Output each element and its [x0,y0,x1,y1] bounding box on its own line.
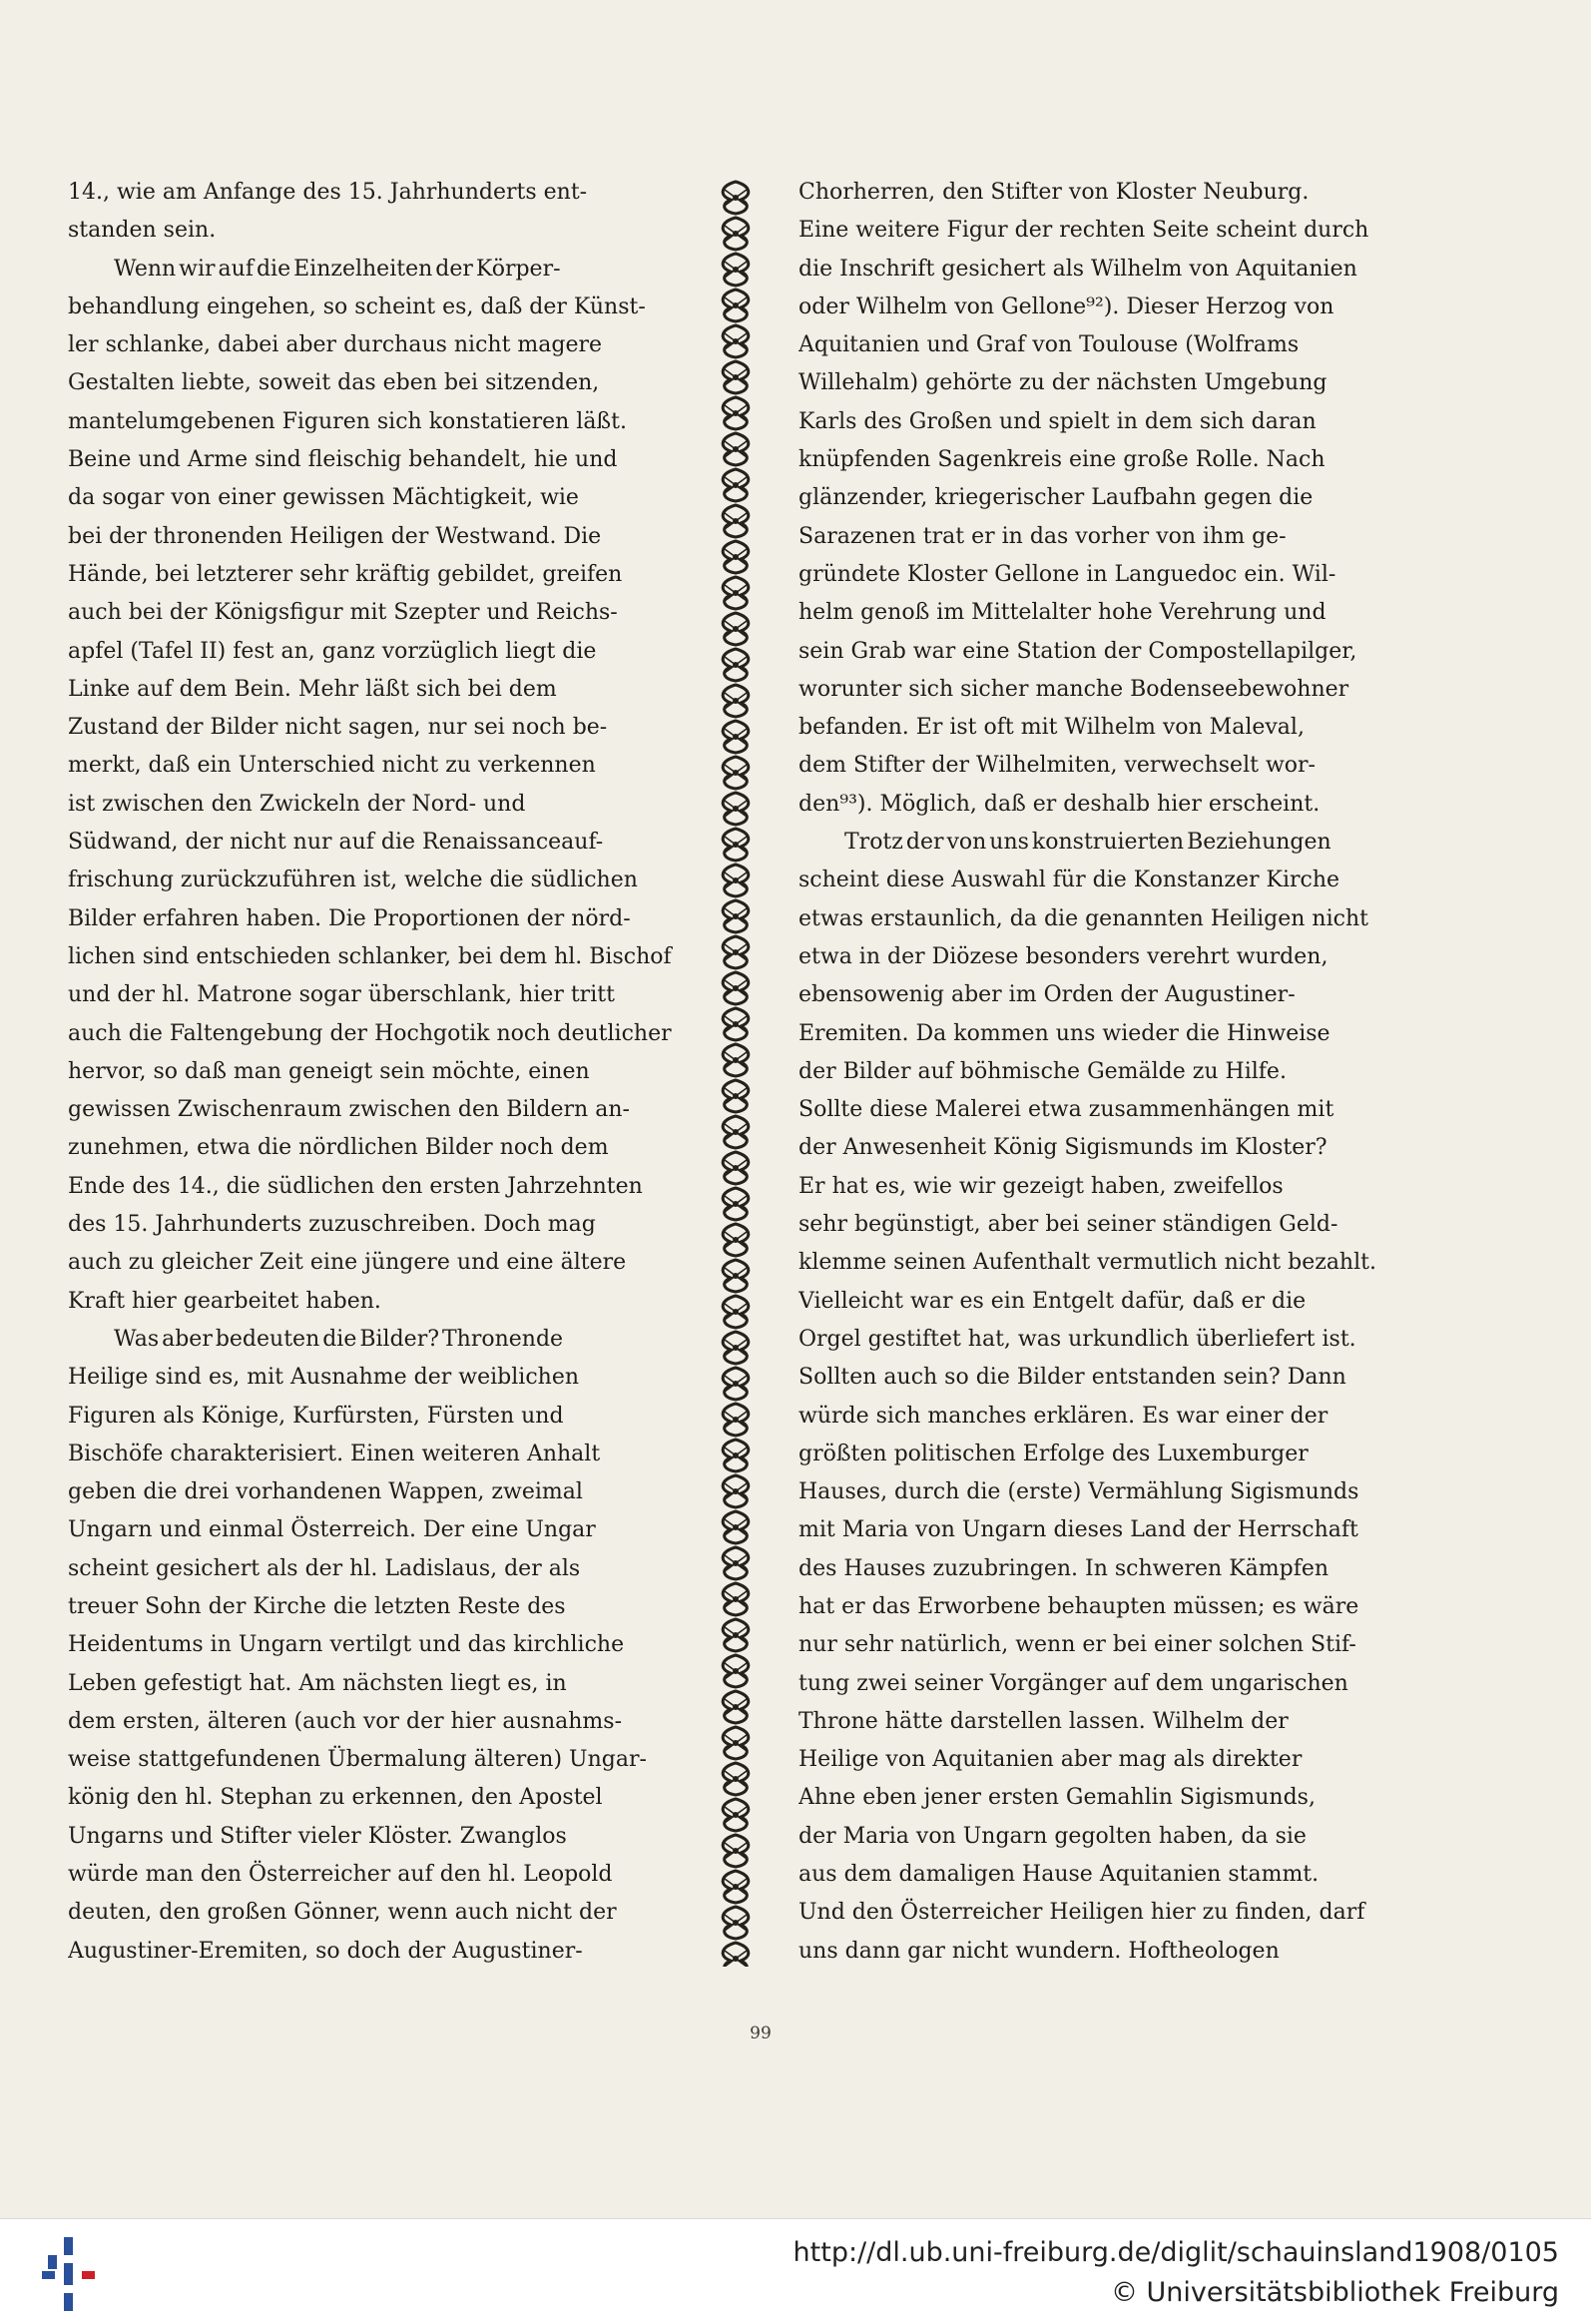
text-line: treuer Sohn der Kirche die letzten Reste des [68,1593,566,1619]
text-line: Hände, bei letzterer sehr kräftig gebildet, greifen [68,561,623,587]
text-line: sein Grab war eine Station der Compostellapilger, [798,638,1357,664]
text-line: scheint diese Auswahl für die Konstanzer Kirche [798,868,1340,893]
text-line: bei der thronenden Heiligen der Westwand. Die [68,523,602,549]
text-line: Vielleicht war es ein Entgelt dafür, daß er die [798,1288,1307,1314]
text-line: Bischöfe charakterisiert. Einen weiteren Anhalt [68,1441,601,1466]
text-line: frischung zurückzuführen ist, welche die südlichen [68,868,638,893]
text-line: Sollten auch so die Bilder entstanden sein? Dann [798,1365,1346,1391]
text-line: klemme seinen Aufenthalt vermutlich nicht bezahlt. [798,1250,1376,1276]
text-line: auch zu gleicher Zeit eine jüngere und eine ältere [68,1250,627,1276]
text-line: helm genoß im Mittelalter hohe Verehrung und [798,600,1326,626]
text-line: apfel (Tafel II) fest an, ganz vorzüglich liegt die [68,638,597,664]
text-line: die Inschrift gesichert als Wilhelm von Aquitanien [798,256,1357,282]
text-line: Ende des 14., die südlichen den ersten Jahrzehnten [68,1173,643,1199]
text-line: befanden. Er ist oft mit Wilhelm von Maleval, [798,715,1305,741]
text-line: Heilige sind es, mit Ausnahme der weiblichen [68,1365,580,1391]
text-line: deuten, den großen Gönner, wenn auch nicht der [68,1900,617,1926]
page-number: 99 [750,2024,772,2043]
text-line: uns dann gar nicht wundern. Hoftheologen [798,1938,1280,1964]
text-line: behandlung eingehen, so scheint es, daß der Künst- [68,293,646,319]
text-line: der Maria von Ungarn gegolten haben, da sie [798,1823,1307,1849]
footer-bar [0,2218,1591,2324]
text-line: der Anwesenheit König Sigismunds im Kloster? [798,1135,1327,1161]
source-url-link[interactable]: http://dl.ub.uni-freiburg.de/diglit/schauinsland1908/0105 [793,2237,1559,2268]
vertical-ornament-border [711,180,761,1967]
text-line: hervor, so daß man geneigt sein möchte, einen [68,1058,590,1084]
text-line: tung zwei seiner Vorgänger auf dem ungarischen [798,1670,1348,1696]
text-line: Südwand, der nicht nur auf die Renaissanceauf- [68,830,604,856]
text-line: etwa in der Diözese besonders verehrt wurden, [798,943,1328,969]
text-line: mantelumgebenen Figuren sich konstatieren läßt. [68,408,627,434]
copyright-text: © Universitätsbibliothek Freiburg [1110,2277,1559,2308]
text-line: Gestalten liebte, soweit das eben bei sitzenden, [68,370,600,396]
text-line: Figuren als Könige, Kurfürsten, Fürsten und [68,1403,564,1429]
text-line: Karls des Großen und spielt in dem sich daran [798,408,1317,434]
text-line: Orgel gestiftet hat, was urkundlich überliefert ist. [798,1326,1356,1352]
text-line: merkt, daß ein Unterschied nicht zu verkennen [68,753,596,779]
text-line: Was aber bedeuten die Bilder? Thronende [114,1326,564,1352]
text-line: Beine und Arme sind fleischig behandelt, hie und [68,447,618,473]
right-text-column [798,174,1409,1971]
text-line: worunter sich sicher manche Bodenseebewohner [798,676,1349,702]
text-line: größten politischen Erfolge des Luxemburger [798,1441,1309,1466]
text-line: Sollte diese Malerei etwa zusammenhängen mit [798,1097,1334,1123]
ub-freiburg-logo-icon [38,2233,102,2313]
text-line: den⁹³). Möglich, daß er deshalb hier erscheint. [798,791,1321,817]
text-line: oder Wilhelm von Gellone⁹²). Dieser Herzog von [798,293,1334,319]
text-line: Leben gefestigt hat. Am nächsten liegt es, in [68,1670,567,1696]
text-line: 14., wie am Anfange des 15. Jahrhunderts ent- [68,180,588,205]
text-line: Zustand der Bilder nicht sagen, nur sei noch be- [68,715,608,741]
text-line: gründete Kloster Gellone in Languedoc ein. Wil- [798,561,1336,587]
text-line: Linke auf dem Bein. Mehr läßt sich bei dem [68,676,557,702]
text-line: Ungarn und einmal Österreich. Der eine Ungar [68,1517,596,1543]
text-line: scheint gesichert als der hl. Ladislaus, der als [68,1555,581,1581]
text-line: auch bei der Königsfigur mit Szepter und Reichs- [68,600,618,626]
text-line: Eine weitere Figur der rechten Seite scheint durch [798,218,1369,244]
text-line: auch die Faltengebung der Hochgotik noch deutlicher [68,1020,672,1046]
text-line: des Hauses zuzubringen. In schweren Kämpfen [798,1555,1329,1581]
text-line: nur sehr natürlich, wenn er bei einer solchen Stif- [798,1632,1356,1658]
text-line: da sogar von einer gewissen Mächtigkeit, wie [68,485,579,511]
text-line: hat er das Erworbene behaupten müssen; es wäre [798,1593,1359,1619]
text-line: Trotz der von uns konstruierten Beziehungen [844,830,1331,856]
text-line: zunehmen, etwa die nördlichen Bilder noch dem [68,1135,609,1161]
text-line: Eremiten. Da kommen uns wieder die Hinweise [798,1020,1330,1046]
text-line: Throne hätte darstellen lassen. Wilhelm der [798,1708,1289,1734]
text-line: geben die drei vorhandenen Wappen, zweimal [68,1479,583,1505]
text-line: etwas erstaunlich, da die genannten Heiligen nicht [798,905,1368,931]
text-line: Wenn wir auf die Einzelheiten der Körper- [114,256,561,282]
text-line: Kraft hier gearbeitet haben. [68,1288,381,1314]
text-line: Heilige von Aquitanien aber mag als direkter [798,1747,1303,1773]
left-text-column [68,174,679,1971]
text-line: Aquitanien und Graf von Toulouse (Wolframs [798,332,1300,358]
text-line: Augustiner-Eremiten, so doch der Augustiner- [68,1938,583,1964]
text-line: Ungarns und Stifter vieler Klöster. Zwanglos [68,1823,567,1849]
text-line: mit Maria von Ungarn dieses Land der Herrschaft [798,1517,1358,1543]
text-line: dem ersten, älteren (auch vor der hier ausnahms- [68,1708,623,1734]
text-line: der Bilder auf böhmische Gemälde zu Hilfe. [798,1058,1287,1084]
text-line: würde man den Österreicher auf den hl. Leopold [68,1862,613,1888]
text-line: würde sich manches erklären. Es war einer der [798,1403,1328,1429]
text-line: Chorherren, den Stifter von Kloster Neuburg. [798,180,1310,205]
text-line: Sarazenen trat er in das vorher von ihm ge- [798,523,1287,549]
text-line: dem Stifter der Wilhelmiten, verwechselt wor- [798,753,1316,779]
text-line: glänzender, kriegerischer Laufbahn gegen die [798,485,1314,511]
text-line: Hauses, durch die (erste) Vermählung Sigismunds [798,1479,1359,1505]
text-line: standen sein. [68,218,217,244]
text-line: Bilder erfahren haben. Die Proportionen der nörd- [68,905,631,931]
text-line: Und den Österreicher Heiligen hier zu finden, darf [798,1900,1365,1926]
text-line: Willehalm) gehörte zu der nächsten Umgebung [798,370,1327,396]
text-line: gewissen Zwischenraum zwischen den Bildern an- [68,1097,630,1123]
text-line: lichen sind entschieden schlanker, bei dem hl. Bischof [68,943,672,969]
text-line: aus dem damaligen Hause Aquitanien stammt. [798,1862,1320,1888]
text-line: Ahne eben jener ersten Gemahlin Sigismunds, [798,1785,1316,1811]
text-line: ebensowenig aber im Orden der Augustiner- [798,982,1296,1008]
text-line: ler schlanke, dabei aber durchaus nicht magere [68,332,603,358]
text-line: ist zwischen den Zwickeln der Nord- und [68,791,526,817]
text-line: weise stattgefundenen Übermalung älteren) Ungar- [68,1747,647,1773]
text-line: Er hat es, wie wir gezeigt haben, zweifellos [798,1173,1284,1199]
text-line: knüpfenden Sagenkreis eine große Rolle. Nach [798,447,1326,473]
text-line: könig den hl. Stephan zu erkennen, den Apostel [68,1785,603,1811]
text-line: des 15. Jahrhunderts zuzuschreiben. Doch mag [68,1212,596,1238]
text-line: sehr begünstigt, aber bei seiner ständigen Geld- [798,1212,1338,1238]
text-line: Heidentums in Ungarn vertilgt und das kirchliche [68,1632,625,1658]
text-line: und der hl. Matrone sogar überschlank, hier tritt [68,982,615,1008]
